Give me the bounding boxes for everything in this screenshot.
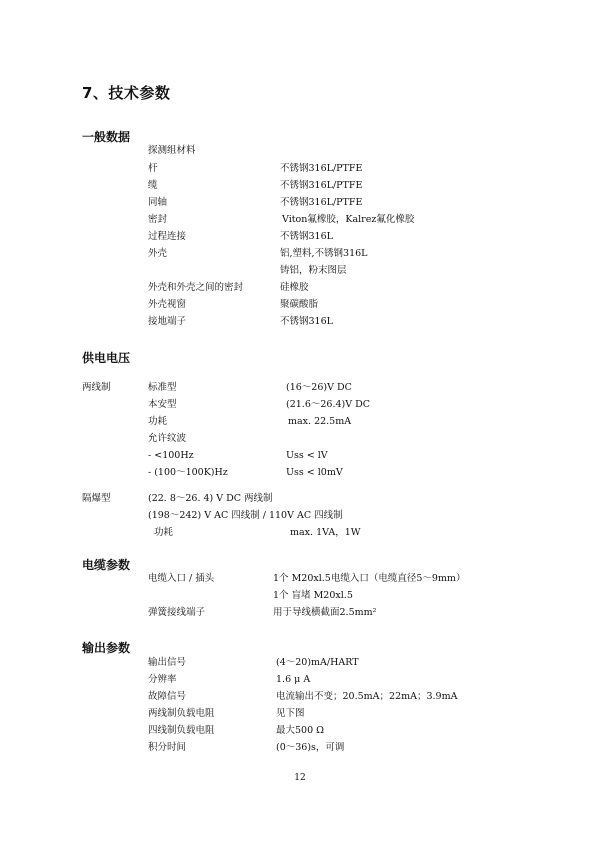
row-label: 外壳视窗 [148, 299, 187, 310]
row-value: Uss < l0mV [286, 467, 343, 478]
row-value: 不锈钢316L [280, 231, 333, 242]
row-value: 1个 盲堵 M20xl.5 [273, 590, 353, 601]
row-label: 外壳 [148, 248, 168, 259]
explosion-voltage-ac: (198～242) V AC 四线制 / 110V AC 四线制 [148, 510, 343, 521]
two-wire-label: 两线制 [82, 382, 111, 393]
row-label: 过程连接 [148, 231, 187, 242]
section-output-heading: 输出参数 [82, 641, 131, 655]
row-value: 硅橡胶 [280, 282, 309, 293]
row-value: 1.6 μ A [276, 674, 311, 685]
row-label: 缆 [148, 180, 158, 191]
row-label: 积分时间 [148, 742, 187, 753]
row-value: 聚碳酸脂 [280, 299, 319, 310]
row-label: 允许纹波 [148, 433, 187, 444]
explosion-voltage-dc: (22. 8～26. 4) V DC 两线制 [148, 493, 273, 504]
page-number: 12 [294, 773, 306, 783]
row-label: 本安型 [148, 399, 177, 410]
row-label: 输出信号 [148, 657, 187, 668]
row-value: 最大500 Ω [276, 725, 325, 736]
page-title: 7、技术参数 [82, 84, 171, 102]
explosion-proof-label: 隔爆型 [82, 493, 111, 504]
section-cable-heading: 电缆参数 [82, 558, 131, 572]
row-value: 铝,塑料,不锈钢316L [280, 248, 368, 259]
row-label: 故障信号 [148, 691, 187, 702]
row-label: 功耗 [148, 416, 168, 427]
section-general-heading: 一般数据 [82, 130, 131, 144]
row-label: 电缆入口 / 插头 [148, 573, 215, 584]
row-value: (16～26)V DC [286, 382, 352, 393]
row-value: 见下图 [276, 708, 305, 719]
row-label: 两线制负载电阻 [148, 708, 215, 719]
row-value: 不锈钢316L [280, 316, 333, 327]
row-label: 分辨率 [148, 674, 177, 685]
row-label: 标准型 [148, 382, 177, 393]
row-label: - <100Hz [148, 450, 194, 461]
row-label: 同轴 [148, 197, 168, 208]
row-value: Viton氟橡胶，Kalrez氟化橡胶 [282, 214, 415, 225]
row-value: (21.6～26.4)V DC [286, 399, 370, 410]
row-label: - (100～100K)Hz [148, 467, 228, 478]
row-value: 铸铝，粉末图层 [280, 265, 347, 276]
row-value: (0～36)s，可调 [276, 742, 345, 753]
materials-subheading: 探测组材料 [148, 145, 196, 156]
explosion-power-value: max. 1VA，1W [290, 527, 361, 538]
row-label: 弹簧接线端子 [148, 607, 206, 618]
row-value: 电流输出不变；20.5mA；22mA；3.9mA [276, 691, 458, 702]
row-label: 接地端子 [148, 316, 187, 327]
row-value: 不锈钢316L/PTFE [280, 197, 363, 208]
row-label: 杆 [148, 163, 158, 174]
section-supply-heading: 供电电压 [82, 351, 131, 365]
row-value: 不锈钢316L/PTFE [280, 163, 363, 174]
row-value: (4～20)mA/HART [276, 657, 359, 668]
row-label: 密封 [148, 214, 168, 225]
row-value: max. 22.5mA [288, 416, 352, 427]
explosion-power-label: 功耗 [154, 527, 174, 538]
row-value: Uss < lV [286, 450, 328, 461]
row-label: 四线制负载电阻 [148, 725, 215, 736]
row-value: 用于导线横截面2.5mm² [273, 607, 377, 618]
row-value: 不锈钢316L/PTFE [280, 180, 363, 191]
row-value: 1个 M20xl.5电缆入口（电缆直径5～9mm） [273, 573, 466, 584]
row-label: 外壳和外壳之间的密封 [148, 282, 244, 293]
